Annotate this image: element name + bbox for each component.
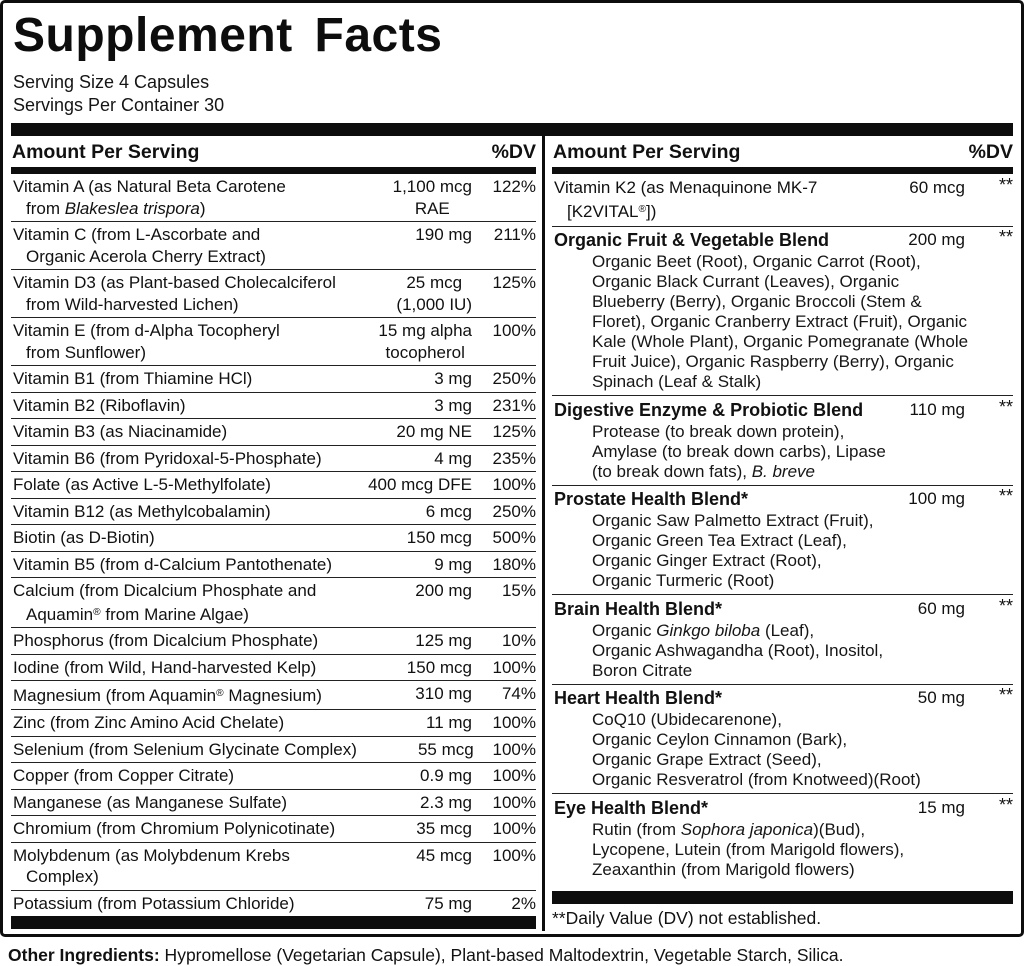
nutrient-amount: 11 mg — [426, 713, 472, 733]
blend-header — [554, 794, 1013, 819]
blend-name: Organic Fruit & Vegetable Blend — [554, 230, 830, 251]
nutrient-row — [11, 681, 536, 710]
blend-row — [552, 396, 1013, 486]
blend-name: Brain Health Blend* — [554, 598, 723, 619]
nutrient-row — [11, 891, 536, 917]
nutrient-amount: 3 mg — [434, 395, 472, 415]
blend-amount: 200 mg — [908, 230, 965, 250]
nutrient-dv: 100% — [492, 792, 536, 812]
amount-per-serving-header: Amount Per Serving — [553, 141, 741, 164]
nutrient-name: Manganese (as Manganese Sulfate) — [13, 792, 288, 812]
nutrient-row — [11, 472, 536, 499]
nutrient-name: Vitamin C (from L-Ascorbate and Organic Acerola Cherry Extract) — [13, 225, 266, 266]
nutrient-dv: 10% — [501, 631, 536, 651]
nutrient-amount: 2.3 mg — [420, 792, 472, 812]
nutrient-amount: 310 mg — [415, 684, 472, 704]
header-rule-bar — [11, 167, 536, 174]
blend-amount: 60 mg — [917, 598, 965, 618]
nutrient-amount: 3 mg — [434, 369, 472, 389]
nutrient-dv: 250% — [492, 501, 536, 521]
nutrient-dv: 180% — [492, 554, 536, 574]
blend-list — [552, 174, 1013, 883]
nutrient-name: Vitamin B1 (from Thiamine HCl) — [13, 369, 253, 389]
nutrient-dv: 100% — [492, 739, 536, 759]
blend-row — [552, 595, 1013, 685]
blend-amount: 15 mg — [917, 797, 965, 817]
nutrient-dv: 2% — [511, 893, 536, 913]
blend-amount: 60 mcg — [909, 177, 965, 197]
nutrient-name: Vitamin B3 (as Niacinamide) — [13, 422, 228, 442]
servings-per-container: Servings Per Container 30 — [13, 95, 225, 116]
nutrient-row — [11, 525, 536, 552]
blend-ingredients: Organic Beet (Root), Organic Carrot (Root), Organic Black Currant (Leaves), Organic Blueberry (Berry), Organic Broccoli (Stem & Floret), Organic Cranberry Extract (Fruit), Organic Kale (Whole Plant), Organic Pomegranate (Whole Fruit Juice), Organic Raspberry (Berry), Organic Spinach (Leaf & Stalk) — [592, 252, 969, 392]
blend-dv: ** — [998, 595, 1013, 616]
nutrient-name: Vitamin A (as Natural Beta Carotene from Blakeslea trispora) — [13, 177, 286, 218]
blend-header — [554, 174, 1013, 223]
nutrient-dv: 500% — [492, 528, 536, 548]
nutrient-name: Iodine (from Wild, Hand-harvested Kelp) — [13, 657, 317, 677]
right-column-bottom-bar — [552, 891, 1013, 904]
nutrient-row — [11, 499, 536, 526]
nutrient-dv: 100% — [492, 819, 536, 839]
nutrient-amount: 45 mcg — [416, 845, 472, 865]
nutrient-row — [11, 816, 536, 843]
right-column-header — [552, 136, 1013, 167]
nutrient-row — [11, 419, 536, 446]
left-column — [11, 136, 542, 931]
blend-dv: ** — [998, 794, 1013, 815]
nutrient-amount: 400 mcg DFE — [368, 475, 472, 495]
nutrient-row — [11, 655, 536, 682]
nutrient-row — [11, 318, 536, 366]
nutrient-dv: 211% — [493, 225, 536, 245]
nutrient-amount: 55 mcg — [417, 739, 474, 759]
blend-dv: ** — [998, 486, 1013, 507]
blend-row — [552, 486, 1013, 596]
blend-header — [554, 396, 1013, 421]
blend-name: Prostate Health Blend* — [554, 489, 749, 510]
left-column-bottom-bar — [11, 916, 536, 929]
nutrient-name: Biotin (as D-Biotin) — [13, 528, 155, 548]
nutrient-list — [11, 174, 536, 916]
nutrient-row — [11, 843, 536, 891]
nutrient-row — [11, 552, 536, 579]
nutrient-amount: 200 mg — [415, 581, 472, 601]
blend-amount: 110 mg — [909, 399, 965, 419]
left-column-header — [11, 136, 536, 167]
nutrient-dv: 100% — [492, 766, 536, 786]
panel-title: Supplement Facts — [13, 9, 443, 62]
nutrient-name: Copper (from Copper Citrate) — [13, 766, 235, 786]
blend-header — [554, 595, 1013, 620]
nutrient-amount: 35 mcg — [416, 819, 472, 839]
nutrient-row — [552, 174, 1013, 227]
nutrient-dv: 100% — [492, 657, 536, 677]
other-ingredients-text: Hypromellose (Vegetarian Capsule), Plant-based Maltodextrin, Vegetable Starch, Silica. — [159, 945, 844, 966]
blend-row — [552, 685, 1013, 795]
nutrient-amount: 150 mcg — [406, 528, 472, 548]
nutrient-dv: 100% — [492, 475, 536, 495]
nutrient-dv: 100% — [492, 321, 536, 341]
blend-amount: 50 mg — [917, 688, 965, 708]
blend-name: Eye Health Blend* — [554, 797, 709, 818]
nutrient-name: Vitamin D3 (as Plant-based Cholecalciferol from Wild-harvested Lichen) — [13, 273, 336, 314]
nutrient-name: Potassium (from Potassium Chloride) — [13, 893, 295, 913]
amount-per-serving-header: Amount Per Serving — [12, 141, 200, 164]
nutrient-row — [11, 790, 536, 817]
blend-ingredients: Rutin (from Sophora japonica)(Bud), Lycopene, Lutein (from Marigold flowers), Zeaxanthin (from Marigold flowers) — [592, 819, 905, 879]
facts-columns — [11, 136, 1013, 931]
nutrient-dv: 235% — [492, 448, 536, 468]
nutrient-amount: 6 mcg — [425, 501, 472, 521]
nutrient-dv: 100% — [492, 845, 536, 865]
dv-header: %DV — [491, 141, 536, 164]
nutrient-name: Phosphorus (from Dicalcium Phosphate) — [13, 631, 319, 651]
nutrient-row — [11, 737, 536, 764]
other-ingredients — [0, 937, 1024, 966]
nutrient-dv: 122% — [492, 177, 536, 197]
nutrient-name: Calcium (from Dicalcium Phosphate and Aquamin® from Marine Algae) — [13, 581, 317, 624]
nutrient-amount: 4 mg — [434, 448, 472, 468]
nutrient-row — [11, 710, 536, 737]
dv-header: %DV — [968, 141, 1013, 164]
nutrient-dv: 125% — [492, 273, 536, 293]
dv-footnote: **Daily Value (DV) not established. — [552, 908, 822, 929]
nutrient-amount: 15 mg alpha tocopherol — [378, 321, 472, 362]
nutrient-name: Molybdenum (as Molybdenum Krebs Complex) — [13, 845, 290, 887]
blend-ingredients: Organic Saw Palmetto Extract (Fruit), Organic Green Tea Extract (Leaf), Organic Ginger Extract (Root), Organic Turmeric (Root) — [592, 511, 874, 591]
nutrient-name: Vitamin B5 (from d-Calcium Pantothenate) — [13, 554, 333, 574]
nutrient-name: Chromium (from Chromium Polynicotinate) — [13, 819, 336, 839]
blend-name: Digestive Enzyme & Probiotic Blend — [554, 399, 864, 420]
nutrient-name: Magnesium (from Aquamin® Magnesium) — [13, 686, 322, 706]
nutrient-row — [11, 446, 536, 473]
nutrient-row — [11, 763, 536, 790]
nutrient-amount: 75 mg — [424, 893, 472, 913]
blend-row — [552, 794, 1013, 883]
nutrient-row — [11, 366, 536, 393]
blend-ingredients: CoQ10 (Ubidecarenone), Organic Ceylon Cinnamon (Bark), Organic Grape Extract (Seed), Organic Resveratrol (from Knotweed)(Root) — [592, 710, 921, 790]
blend-dv: ** — [998, 227, 1013, 248]
nutrient-dv: 250% — [492, 369, 536, 389]
nutrient-dv: 100% — [492, 713, 536, 733]
nutrient-amount: 150 mcg — [406, 657, 472, 677]
nutrient-name: Zinc (from Zinc Amino Acid Chelate) — [13, 713, 285, 733]
blend-row — [552, 227, 1013, 397]
nutrient-amount: 1,100 mcg RAE — [392, 177, 472, 218]
nutrient-dv: 231% — [492, 395, 536, 415]
blend-name: Vitamin K2 (as Menaquinone MK-7 [K2VITAL®]) — [554, 177, 818, 221]
nutrient-name: Vitamin B2 (Riboflavin) — [13, 395, 186, 415]
divider-bar-top — [11, 123, 1013, 136]
nutrient-dv: 125% — [492, 422, 536, 442]
nutrient-dv: 15% — [501, 581, 536, 601]
nutrient-name: Selenium (from Selenium Glycinate Complex) — [13, 739, 357, 759]
nutrient-row — [11, 222, 536, 270]
nutrient-name: Vitamin B6 (from Pyridoxal-5-Phosphate) — [13, 448, 322, 468]
nutrient-row — [11, 270, 536, 318]
other-ingredients-label: Other Ingredients: — [8, 945, 160, 966]
blend-name: Heart Health Blend* — [554, 688, 723, 709]
nutrient-amount: 25 mcg (1,000 IU) — [396, 273, 472, 314]
nutrient-name: Vitamin B12 (as Methylcobalamin) — [13, 501, 271, 521]
nutrient-row — [11, 628, 536, 655]
blend-amount: 100 mg — [908, 489, 965, 509]
blend-ingredients: Protease (to break down protein), Amylase (to break down carbs), Lipase (to break down fats), B. breve — [592, 421, 886, 481]
blend-dv: ** — [998, 174, 1013, 195]
nutrient-amount: 190 mg — [415, 225, 472, 245]
nutrient-row — [11, 393, 536, 420]
nutrient-amount: 125 mg — [415, 631, 472, 651]
header-rule-bar — [552, 167, 1013, 174]
nutrient-name: Folate (as Active L-5-Methylfolate) — [13, 475, 271, 495]
nutrient-row — [11, 174, 536, 222]
nutrient-dv: 74% — [501, 684, 536, 704]
nutrient-amount: 0.9 mg — [420, 766, 472, 786]
blend-ingredients: Organic Ginkgo biloba (Leaf), Organic Ashwagandha (Root), Inositol, Boron Citrate — [592, 620, 884, 680]
blend-header — [554, 687, 1013, 709]
nutrient-row — [11, 578, 536, 628]
right-column — [545, 136, 1013, 931]
nutrient-amount: 9 mg — [434, 554, 472, 574]
blend-header — [554, 229, 1013, 251]
serving-size: Serving Size 4 Capsules — [13, 72, 210, 93]
blend-header — [554, 488, 1013, 510]
nutrient-name: Vitamin E (from d-Alpha Tocopheryl from Sunflower) — [13, 321, 280, 362]
nutrient-amount: 20 mg NE — [396, 422, 472, 442]
blend-dv: ** — [998, 685, 1013, 706]
blend-dv: ** — [998, 396, 1013, 417]
